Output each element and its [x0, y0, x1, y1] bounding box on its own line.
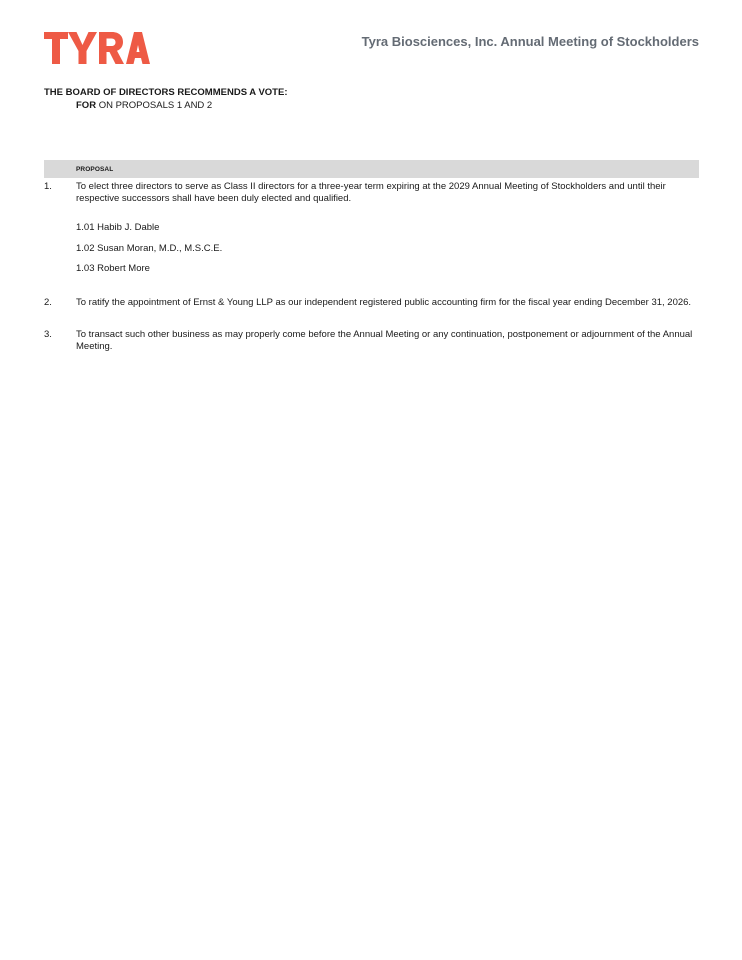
- tyra-logo: [42, 28, 150, 68]
- recommendation-scope: ON PROPOSALS 1 AND 2: [96, 100, 213, 111]
- board-recommendation: [44, 86, 288, 112]
- proposal-number: 1.: [44, 181, 52, 192]
- proposal-text: To transact such other business as may properly come before the Annual Meeting or any continuation, postponement or adjournment of the Annual Meeting.: [76, 329, 693, 352]
- recommendation-vote: FOR: [76, 100, 97, 111]
- proposal-number: 2.: [44, 297, 52, 308]
- proposal-item-1: [44, 181, 694, 205]
- tyra-logo-mark: [42, 28, 150, 68]
- nominee-item: 1.01 Habib J. Dable: [76, 222, 160, 233]
- proposal-header-label: PROPOSAL: [76, 166, 114, 173]
- proposal-item-2: [44, 297, 694, 309]
- proposal-header-bar: [44, 160, 699, 178]
- proposal-text: To ratify the appointment of Ernst & Young LLP as our independent registered public accounting firm for the fiscal year ending December 31, 2026.: [76, 297, 692, 308]
- proposal-number: 3.: [44, 329, 52, 340]
- proposal-text: To elect three directors to serve as Class II directors for a three-year term expiring at the 2029 Annual Meeting of Stockholders and until their respective successors shall have been duly elected and qualified.: [76, 181, 666, 204]
- recommendation-scope-line: [44, 99, 288, 112]
- meeting-title: Tyra Biosciences, Inc. Annual Meeting of Stockholders: [361, 34, 699, 49]
- proposal-item-3: [44, 329, 694, 353]
- recommendation-heading: THE BOARD OF DIRECTORS RECOMMENDS A VOTE:: [44, 87, 288, 98]
- nominee-item: 1.03 Robert More: [76, 263, 150, 274]
- nominee-item: 1.02 Susan Moran, M.D., M.S.C.E.: [76, 243, 223, 254]
